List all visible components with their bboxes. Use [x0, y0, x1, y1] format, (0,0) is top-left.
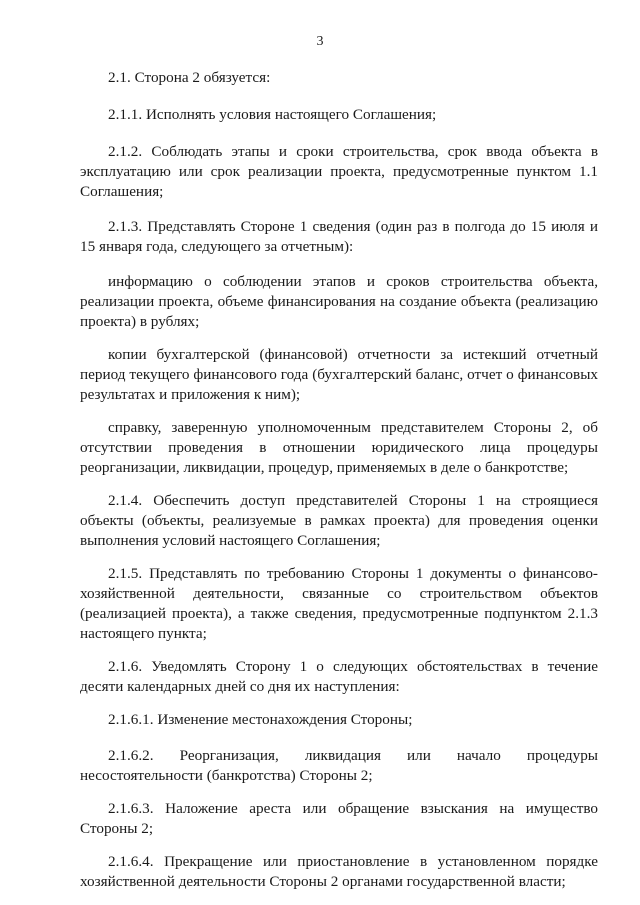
document-body [80, 68, 598, 905]
clause-2-1-2: 2.1.2. Соблюдать этапы и сроки строительства, срок ввода объекта в эксплуатацию или срок реализации проекта, предусмотренные пунктом 1.1 Соглашения; [80, 143, 598, 200]
clause-2-1-4: 2.1.4. Обеспечить доступ представителей Стороны 1 на строящиеся объекты (объекты, реализуемые в рамках проекта) для проведения оценки выполнения условий настоящего Соглашения; [80, 492, 598, 549]
page-number: 3 [316, 34, 324, 49]
clause-2-1: 2.1. Сторона 2 обязуется: [108, 69, 271, 86]
clause-2-1-5: 2.1.5. Представлять по требованию Стороны 1 документы о финансово-хозяйственной деятельности, связанные со строительством объектов (реализацией проекта), а также сведения, предусмотренные подпунктом 2.1.3 настоящего пункта; [80, 565, 598, 642]
clause-2-1-3-item-reports: копии бухгалтерской (финансовой) отчетности за истекший отчетный период текущего финансового года (бухгалтерский баланс, отчет о финансовых результатах и приложения к ним); [80, 346, 598, 403]
clause-2-1-6: 2.1.6. Уведомлять Сторону 1 о следующих обстоятельствах в течение десяти календарных дней со дня их наступления: [80, 658, 598, 695]
clause-2-1-6-4: 2.1.6.4. Прекращение или приостановление в установленном порядке хозяйственной деятельности Стороны 2 органами государственной власти; [80, 853, 598, 890]
clause-2-1-1: 2.1.1. Исполнять условия настоящего Соглашения; [108, 106, 437, 123]
clause-2-1-3-item-certificate: справку, заверенную уполномоченным представителем Стороны 2, об отсутствии проведения в отношении юридического лица процедуры реорганизации, ликвидации, процедур, применяемых в деле о банкротстве; [80, 419, 598, 476]
clause-2-1-6-1: 2.1.6.1. Изменение местонахождения Стороны; [108, 711, 413, 728]
clause-2-1-3: 2.1.3. Представлять Стороне 1 сведения (один раз в полгода до 15 июля и 15 января года, следующего за отчетным): [80, 218, 598, 255]
clause-2-1-6-2: 2.1.6.2. Реорганизация, ликвидация или начало процедуры несостоятельности (банкротства) Стороны 2; [80, 747, 598, 784]
clause-2-1-3-item-info: информацию о соблюдении этапов и сроков строительства объекта, реализации проекта, объеме финансирования на создание объекта (реализацию проекта) в рублях; [80, 273, 598, 330]
clause-2-1-6-3: 2.1.6.3. Наложение ареста или обращение взыскания на имущество Стороны 2; [80, 800, 598, 837]
